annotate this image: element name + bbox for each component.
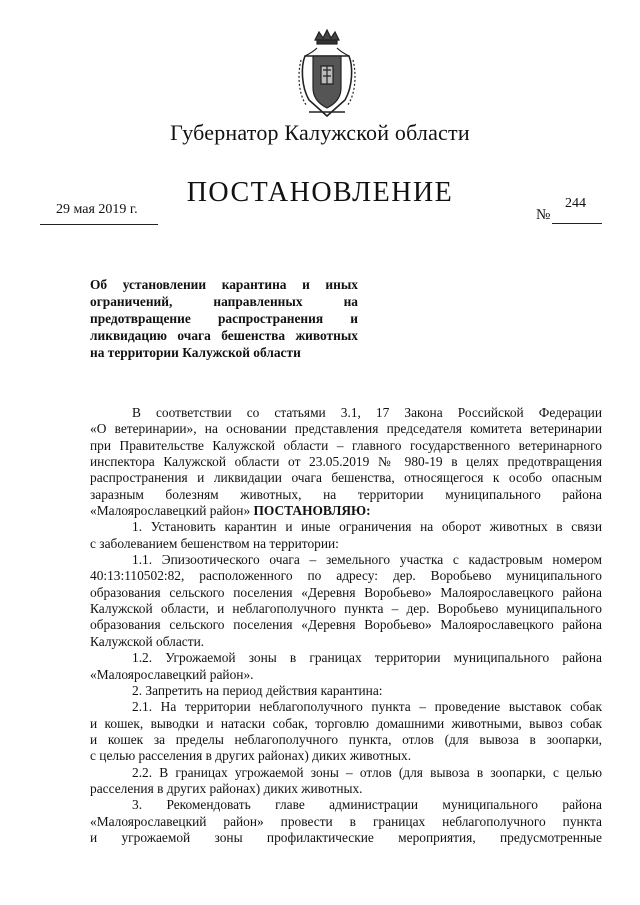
subject-line: Об установлении карантина и иных: [90, 277, 358, 292]
text-line: заразным болезням животных, на территории муниципального района: [90, 486, 602, 502]
document-subject: [90, 276, 358, 361]
document-body: [90, 405, 602, 846]
text-line: 2. Запретить на период действия карантина:: [132, 682, 383, 698]
text-line: «О ветеринарии», на основании представления председателя комитета ветеринарии: [90, 421, 602, 437]
decree-word: ПОСТАНОВЛЯЮ:: [253, 503, 371, 519]
document-date: 29 мая 2019 г.: [56, 202, 138, 217]
text-line: 1.2. Угрожаемой зоны в границах территории муниципального района: [132, 650, 602, 666]
document-number: 244: [565, 196, 586, 211]
text-line: 1.1. Эпизоотического очага – земельного участка с кадастровым номером: [132, 552, 602, 568]
text-line: с целью расселения в других районах) диких животных.: [90, 748, 412, 764]
text-line: «Малоярославецкий район» провести в границах неблагополучного пункта: [90, 813, 602, 829]
text-line: и кошек за пределы неблагополучного пункта, отлов (для вывоза в зоопарки,: [90, 731, 602, 747]
clause-2-1: [90, 699, 602, 764]
text-line: 2.2. В границах угрожаемой зоны – отлов (для вывоза в зоопарки, с целью: [132, 764, 602, 780]
text-line: «Малоярославецкий район».: [90, 666, 254, 682]
clause-2-2: [90, 765, 602, 798]
clause-3: [90, 797, 602, 846]
number-sign: №: [536, 207, 551, 223]
text-line: инспектора Калужской области от 23.05.2019 № 980-19 в целях предотвращения: [90, 454, 602, 470]
text-line: образования сельского поселения «Деревня Воробьево» Малоярославецкого района: [90, 617, 602, 633]
text-line: 3. Рекомендовать главе администрации муниципального района: [132, 797, 602, 813]
document-type-title: ПОСТАНОВЛЕНИЕ: [186, 177, 454, 208]
subject-line: ликвидацию очага бешенства животных: [90, 328, 358, 343]
text-line: 2.1. На территории неблагополучного пункта – проведение выставок собак: [132, 699, 602, 715]
clause-1-1: [90, 552, 602, 650]
text-line: образования сельского поселения «Деревня Воробьево» Малоярославецкого района: [90, 584, 602, 600]
subject-line: предотвращение распространения и: [90, 311, 358, 326]
coat-of-arms-icon: [295, 26, 359, 122]
clause-1: [90, 519, 602, 552]
text-line: с заболеванием бешенством на территории:: [90, 535, 339, 551]
text-line: расселения в других районах) диких животных.: [90, 780, 363, 796]
subject-line: ограничений, направленных на: [90, 294, 358, 309]
district-name: «Малоярославецкий район»: [90, 503, 251, 519]
text-line: и кошек, выводки и натаски собак, торговлю домашними животными, вывоз собак: [90, 715, 602, 731]
text-line: Калужской области.: [90, 633, 205, 649]
text-line: Калужской области, и неблагополучного пункта – дер. Воробьево муниципального: [90, 601, 602, 617]
text-line: и угрожаемой зоны профилактические мероприятия, предусмотренные: [90, 829, 602, 845]
text-line: при Правительстве Калужской области – главного государственного ветеринарного: [90, 437, 602, 453]
text-line: 40:13:110502:82, расположенного по адресу: дер. Воробьево муниципального: [90, 568, 602, 584]
text-line: 1. Установить карантин и иные ограничения на оборот животных в связи: [132, 519, 602, 535]
issuing-authority: Губернатор Калужской области: [170, 120, 470, 145]
preamble-paragraph: [90, 405, 602, 519]
text-line: [90, 503, 602, 519]
text-line: распространения и ликвидации очага бешенства, относящегося к особо опасным: [90, 470, 602, 486]
number-underline: [552, 223, 602, 224]
clause-2: [90, 683, 602, 699]
text-line: В соответствии со статьями 3.1, 17 Закона Российской Федерации: [132, 405, 602, 420]
date-underline: [40, 224, 158, 225]
subject-line: на территории Калужской области: [90, 345, 301, 360]
clause-1-2: [90, 650, 602, 683]
